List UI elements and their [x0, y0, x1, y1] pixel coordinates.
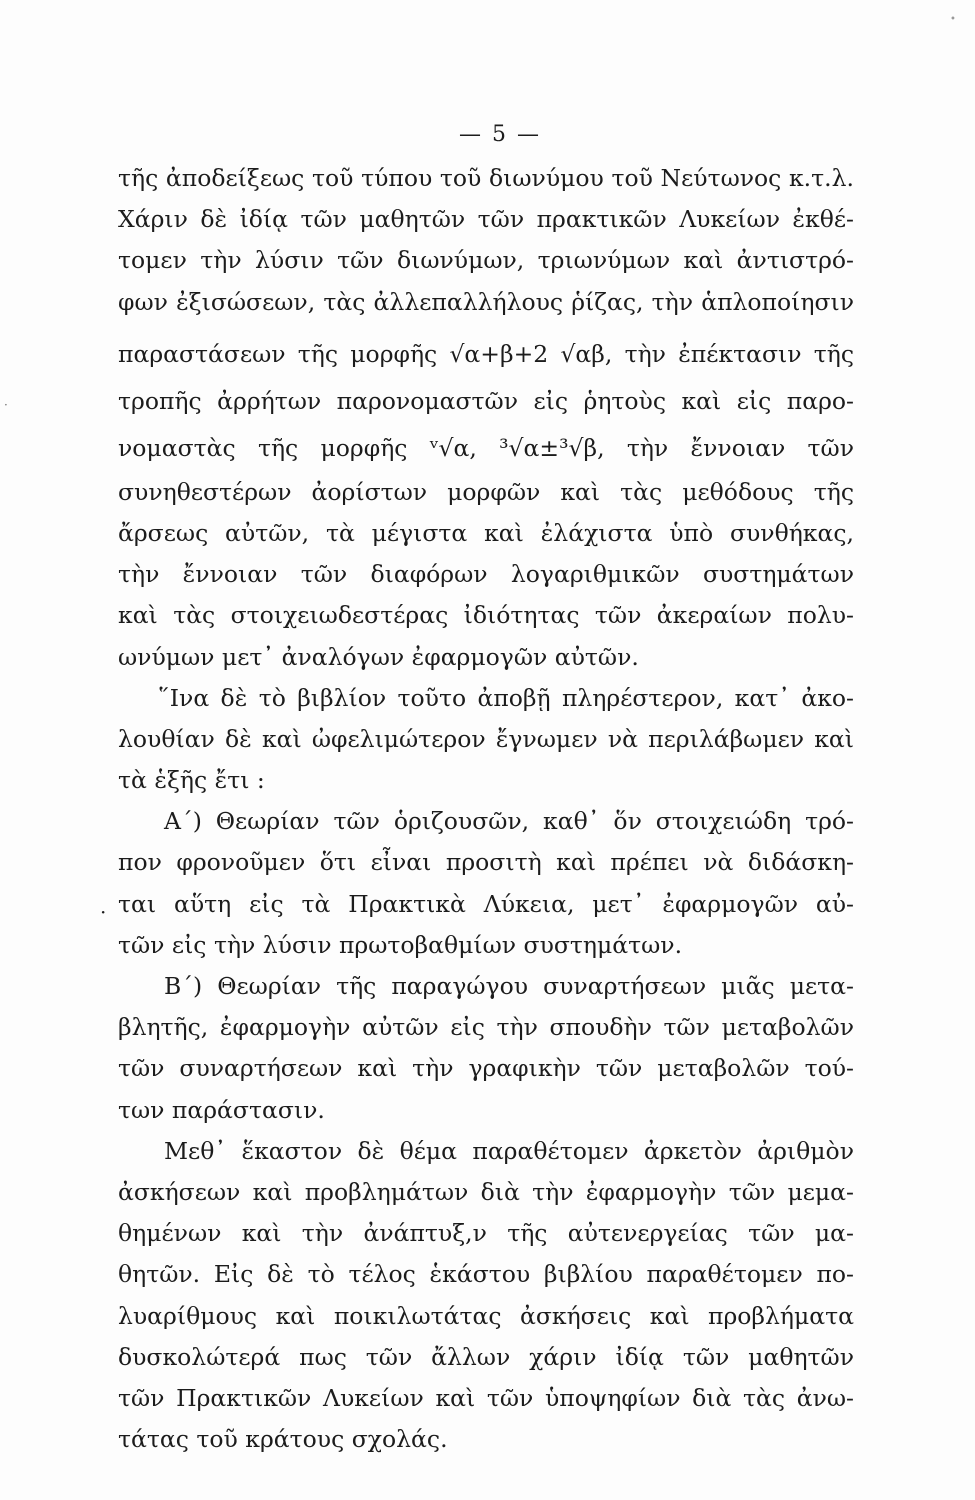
text-line: βλητῆς, ἐφαρμογὴν αὐτῶν εἰς τὴν σπουδὴν τῶν μεταβολῶν — [118, 1013, 854, 1042]
text-line: θητῶν. Εἰς δὲ τὸ τέλος ἑκάστου βιβλίου παραθέτομεν πο- — [118, 1260, 854, 1289]
text-line: ται αὕτη εἰς τὰ Πρακτικὰ Λύκεια, μετ᾿ ἐφαρμογῶν αὐ- — [118, 889, 854, 918]
body-text — [118, 158, 854, 1460]
text-line: των παράστασιν. — [118, 1095, 325, 1124]
text-line: ῞Ινα δὲ τὸ βιβλίον τοῦτο ἀποβῇ πληρέστερον, κατ᾿ ἀκο- — [158, 683, 854, 712]
text-line: ἄρσεως αὐτῶν, τὰ μέγιστα καὶ ἐλάχιστα ὑπὸ συνθήκας, — [118, 518, 854, 547]
page-number: — 5 — — [459, 122, 541, 147]
text-line: Μεθ᾿ ἕκαστον δὲ θέμα παραθέτομεν ἀρκετὸν ἀριθμὸν — [164, 1136, 854, 1165]
text-line: τῶν συναρτήσεων καὶ τὴν γραφικὴν τῶν μεταβολῶν τού- — [118, 1054, 854, 1083]
text-line: τὰ ἑξῆς ἔτι : — [118, 766, 265, 795]
text-line: νομαστὰς τῆς μορφῆς ᵛ√α, ³√α±³√β, τὴν ἔννοιαν τῶν — [118, 433, 854, 462]
print-speck: · — [100, 900, 107, 924]
text-line: πον φρονοῦμεν ὅτι εἶναι προσιτὴ καὶ πρέπει νὰ διδάσκη- — [118, 848, 854, 877]
text-line: τὴν ἔννοιαν τῶν διαφόρων λογαριθμικῶν συστημάτων — [118, 560, 854, 589]
text-line: τάτας τοῦ κράτους σχολάς. — [118, 1425, 448, 1454]
text-line: τῶν εἰς τὴν λύσιν πρωτοβαθμίων συστημάτων. — [118, 930, 683, 959]
text-line: ἀσκήσεων καὶ προβλημάτων διὰ τὴν ἐφαρμογὴν τῶν μεμα- — [118, 1177, 854, 1206]
print-speck: • — [950, 14, 956, 25]
text-line: φων ἐξισώσεων, τὰς ἀλλεπαλλήλους ῥίζας, τὴν ἁπλοποίησιν — [118, 287, 854, 316]
text-line: Α´) Θεωρίαν τῶν ὁριζουσῶν, καθ᾿ ὅν στοιχειώδη τρό- — [164, 807, 854, 836]
text-line: λυαρίθμους καὶ ποικιλωτάτας ἀσκήσεις καὶ προβλήματα — [118, 1301, 854, 1330]
print-speck: · — [4, 398, 8, 412]
text-line: παραστάσεων τῆς μορφῆς √α+β+2 √αβ, τὴν ἐπέκτασιν τῆς — [118, 339, 854, 368]
text-line: δυσκολώτερά πως τῶν ἄλλων χάριν ἰδίᾳ τῶν μαθητῶν — [118, 1342, 854, 1371]
text-line: συνηθεστέρων ἀορίστων μορφῶν καὶ τὰς μεθόδους τῆς — [118, 477, 854, 506]
text-line: τομεν τὴν λύσιν τῶν διωνύμων, τριωνύμων καὶ ἀντιστρό- — [118, 246, 854, 275]
text-line: λουθίαν δὲ καὶ ὠφελιμώτερον ἔγνωμεν νὰ περιλάβωμεν καὶ — [118, 724, 854, 753]
text-line: θημένων καὶ τὴν ἀνάπτυξ,ν τῆς αὐτενεργείας τῶν μα- — [118, 1219, 854, 1248]
text-line: καὶ τὰς στοιχειωδεστέρας ἰδιότητας τῶν ἀκεραίων πολυ- — [118, 601, 854, 630]
text-line: Β´) Θεωρίαν τῆς παραγώγου συναρτήσεων μιᾶς μετα- — [164, 972, 854, 1000]
text-line: τῆς ἀποδείξεως τοῦ τύπου τοῦ διωνύμου τοῦ Νεύτωνος κ.τ.λ. — [118, 164, 854, 192]
text-line: Χάριν δὲ ἰδίᾳ τῶν μαθητῶν τῶν πρακτικῶν Λυκείων ἐκθέ- — [118, 205, 854, 234]
text-line: τροπῆς ἀρρήτων παρονομαστῶν εἰς ῥητοὺς καὶ εἰς παρο- — [118, 386, 854, 415]
text-line: τῶν Πρακτικῶν Λυκείων καὶ τῶν ὑποψηφίων διὰ τὰς ἀνω- — [118, 1383, 854, 1412]
text-line: ωνύμων μετ᾿ ἀναλόγων ἐφαρμογῶν αὐτῶν. — [118, 642, 639, 671]
